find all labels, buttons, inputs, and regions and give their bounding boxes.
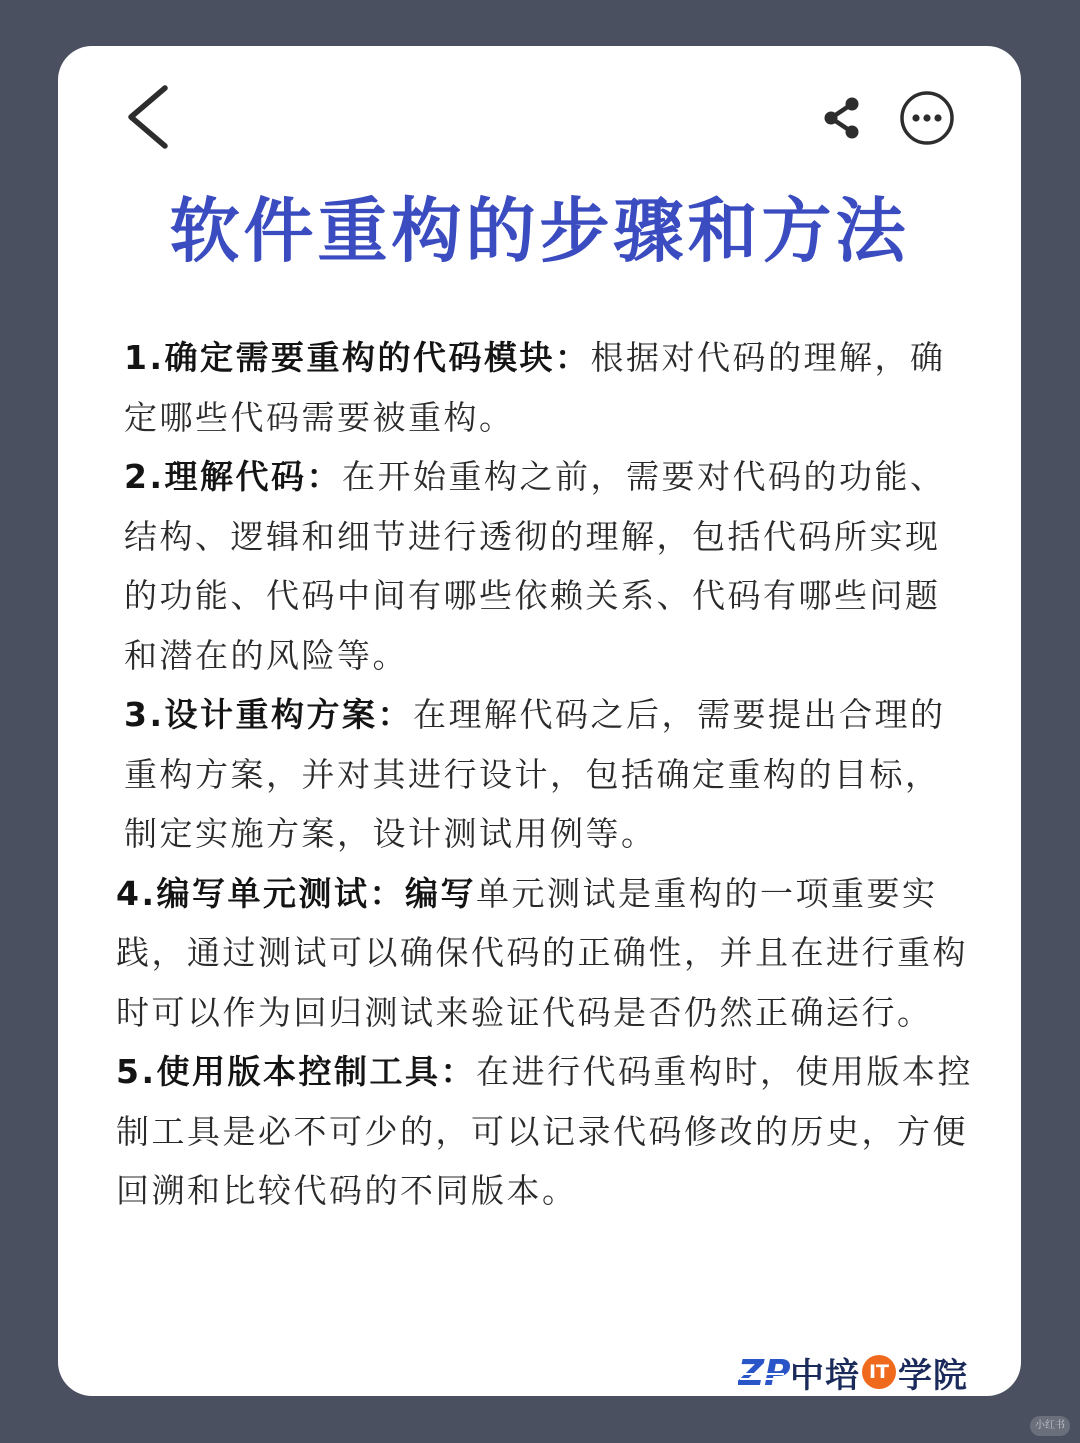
article-body [116,328,974,1221]
more-options-button[interactable] [898,89,956,147]
content-card [58,46,1021,1396]
item-heading: 1.确定需要重构的代码模块： [124,338,591,377]
item-text: 根据对代码的理解，确定哪些代码需要被重构。 [124,338,946,437]
share-icon [821,96,863,140]
list-item [116,1042,974,1221]
share-button[interactable] [818,94,866,142]
brand-mark-icon [738,1352,790,1392]
back-button[interactable] [120,82,176,152]
list-item [124,328,974,447]
list-item [124,447,974,685]
brand-logo [738,1346,968,1396]
it-badge: IT [862,1355,896,1389]
brand-name-part: 学院 [898,1355,968,1396]
item-heading: 3.设计重构方案： [124,695,413,734]
brand-mark-text: ZP [738,1353,790,1392]
item-text: 在进行代码重构时，使用版本控制工具是必不可少的，可以记录代码修改的历史，方便回溯和比较代码的不同版本。 [116,1052,973,1210]
item-heading: 5.使用版本控制工具： [116,1052,476,1091]
watermark-badge: 小红书 [1030,1416,1070,1436]
page-title: 软件重构的步骤和方法 [169,190,910,272]
item-text: 在开始重构之前，需要对代码的功能、结构、逻辑和细节进行透彻的理解，包括代码所实现的功能、代码中间有哪些依赖关系、代码有哪些问题和潜在的风险等。 [124,457,946,675]
item-text: 在理解代码之后，需要提出合理的重构方案，并对其进行设计，包括确定重构的目标，制定实施方案，设计测试用例等。 [124,695,946,853]
brand-name-part: 中培 [790,1355,860,1396]
list-item [124,685,974,864]
chevron-left-icon [123,84,173,150]
item-text: 单元测试是重构的一项重要实践，通过测试可以确保代码的正确性，并且在进行重构时可以作为回归测试来验证代码是否仍然正确运行。 [116,873,968,1032]
more-horizontal-icon [898,89,956,147]
brand-name [790,1348,968,1397]
list-item [116,864,974,1043]
item-heading: 4.编写单元测试：编写 [116,873,476,913]
item-heading: 2.理解代码： [124,457,342,496]
